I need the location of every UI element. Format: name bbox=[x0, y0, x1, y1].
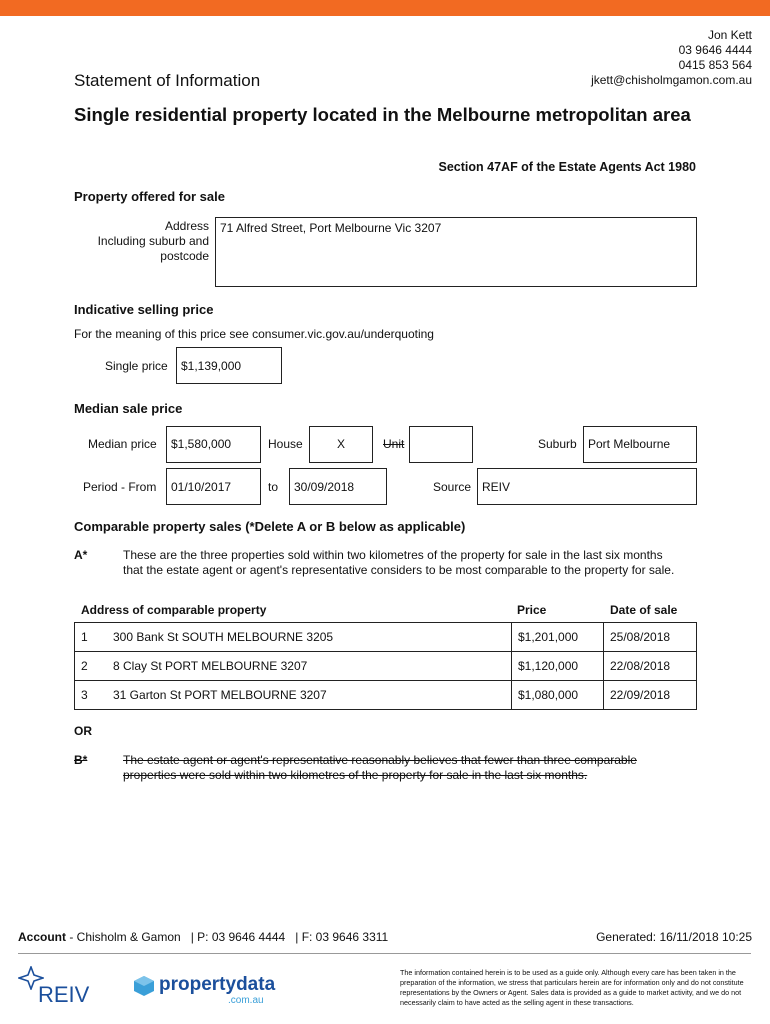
unit-label: Unit bbox=[383, 437, 405, 451]
account-line bbox=[18, 930, 388, 944]
row-number: 3 bbox=[75, 681, 108, 710]
propertydata-cube-icon bbox=[132, 974, 156, 998]
median-heading: Median sale price bbox=[74, 401, 183, 416]
agent-phone: 03 9646 4444 bbox=[678, 43, 752, 57]
agent-name: Jon Kett bbox=[707, 28, 752, 42]
property-heading: Property offered for sale bbox=[74, 189, 225, 204]
option-a-label: A* bbox=[74, 548, 88, 562]
agent-contact-block bbox=[591, 28, 752, 88]
row-address: 300 Bank St SOUTH MELBOURNE 3205 bbox=[107, 623, 512, 652]
house-checkbox[interactable]: X bbox=[309, 426, 373, 463]
median-price-field[interactable]: $1,580,000 bbox=[166, 426, 261, 463]
generated-timestamp: Generated: 16/11/2018 10:25 bbox=[596, 930, 752, 944]
row-date: 22/09/2018 bbox=[604, 681, 697, 710]
col-date-header: Date of sale bbox=[610, 603, 678, 617]
underquoting-note: For the meaning of this price see consumer.vic.gov.au/underquoting bbox=[74, 327, 434, 341]
row-price: $1,080,000 bbox=[512, 681, 604, 710]
period-from-field[interactable]: 01/10/2017 bbox=[166, 468, 261, 505]
address-label-line-2: Including suburb and bbox=[97, 234, 209, 248]
account-label: Account bbox=[18, 930, 66, 944]
footer-divider bbox=[18, 953, 751, 954]
top-accent-bar bbox=[0, 0, 770, 16]
table-row bbox=[75, 681, 697, 710]
or-label: OR bbox=[74, 724, 92, 738]
disclaimer-text: The information contained herein is to be used as a guide only. Although every care has been taken in the preparation of the information, we stress that particulars herein are for information only and do not constitute representations by the Owners or Agent. Sales data is provided as a guide to market activity, and we do not necessarily claim to have acted as the selling agent in these transactions. bbox=[400, 968, 744, 1007]
table-row bbox=[75, 623, 697, 652]
address-label-line-1: Address bbox=[164, 219, 209, 233]
period-to-field[interactable]: 30/09/2018 bbox=[289, 468, 387, 505]
source-field[interactable]: REIV bbox=[477, 468, 697, 505]
unit-checkbox[interactable] bbox=[409, 426, 473, 463]
period-to-label: to bbox=[268, 480, 279, 494]
col-price-header: Price bbox=[517, 603, 547, 617]
address-label bbox=[60, 219, 209, 264]
row-address: 8 Clay St PORT MELBOURNE 3207 bbox=[107, 652, 512, 681]
reiv-logo bbox=[18, 966, 98, 1006]
row-number: 2 bbox=[75, 652, 108, 681]
col-address-header: Address of comparable property bbox=[81, 603, 267, 617]
house-label: House bbox=[268, 437, 303, 451]
comparable-sales-table bbox=[74, 622, 697, 710]
single-price-label: Single price bbox=[105, 359, 168, 373]
account-details: - Chisholm & Gamon | P: 03 9646 4444 | F: 03 9646 3311 bbox=[66, 930, 389, 944]
option-b-text: The estate agent or agent's representative reasonably believes that fewer than three comparable properties were sold within two kilometres of the property for sale in the last six months. bbox=[123, 753, 637, 782]
single-price-field[interactable]: $1,139,000 bbox=[176, 347, 282, 384]
option-b-label: B* bbox=[74, 753, 88, 767]
comparable-heading: Comparable property sales (*Delete A or B below as applicable) bbox=[74, 519, 466, 534]
agent-mobile: 0415 853 564 bbox=[678, 58, 752, 72]
source-label: Source bbox=[433, 480, 472, 494]
address-label-line-3: postcode bbox=[160, 249, 209, 263]
suburb-label: Suburb bbox=[538, 437, 577, 451]
suburb-field[interactable]: Port Melbourne bbox=[583, 426, 697, 463]
reiv-logo-text: REIV bbox=[38, 982, 90, 1007]
table-row bbox=[75, 652, 697, 681]
median-price-label: Median price bbox=[88, 437, 157, 451]
document-title: Single residential property located in the Melbourne metropolitan area bbox=[74, 104, 691, 125]
act-reference: Section 47AF of the Estate Agents Act 1980 bbox=[438, 160, 696, 174]
propertydata-logo bbox=[132, 972, 276, 1008]
row-price: $1,120,000 bbox=[512, 652, 604, 681]
row-number: 1 bbox=[75, 623, 108, 652]
propertydata-logo-suffix: .com.au bbox=[228, 995, 264, 1006]
row-date: 22/08/2018 bbox=[604, 652, 697, 681]
row-date: 25/08/2018 bbox=[604, 623, 697, 652]
propertydata-logo-text: propertydata bbox=[159, 974, 276, 995]
option-a-text: These are the three properties sold within two kilometres of the property for sale in the last six months that the estate agent or agent's representative considers to be most comparable to the property for sale. bbox=[123, 548, 675, 577]
statement-title: Statement of Information bbox=[74, 71, 261, 90]
row-address: 31 Garton St PORT MELBOURNE 3207 bbox=[107, 681, 512, 710]
row-price: $1,201,000 bbox=[512, 623, 604, 652]
indicative-heading: Indicative selling price bbox=[74, 302, 214, 317]
period-from-label: Period - From bbox=[83, 480, 157, 494]
agent-email[interactable]: jkett@chisholmgamon.com.au bbox=[591, 73, 752, 87]
address-field[interactable]: 71 Alfred Street, Port Melbourne Vic 3207 bbox=[215, 217, 697, 287]
